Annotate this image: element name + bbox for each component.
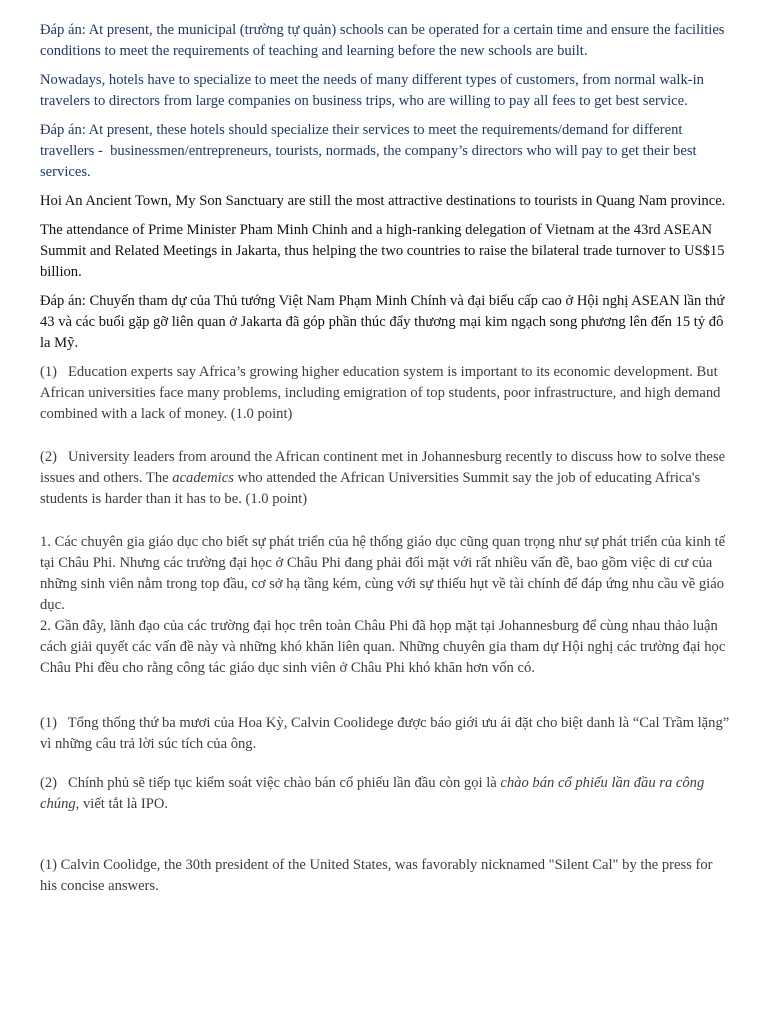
translation-paragraph-2: 2. Gần đây, lãnh đạo của các trường đại học trên toàn Châu Phi đã họp mặt tại Johannesburg để cùng nhau thảo luận cách giải quyết các vấn đề này và những khó khăn liên quan. Những chuyên gia tham dự Hội nghị các trường đại học Châu Phi đều cho rằng công tác giáo dục sinh viên ở Châu Phi khó khăn hơn vốn có. [40, 618, 729, 676]
paragraph-hotels-specialize: Nowadays, hotels have to specialize to meet the needs of many different types of customers, from normal walk-in travelers to directors from large companies on business trips, who are willing to pay all fees to get best service. [40, 72, 708, 109]
translation-paragraph-1: 1. Các chuyên gia giáo dục cho biết sự phát triển của hệ thống giáo dục cũng quan trọng như sự phát triển của kinh tế tại Châu Phi. Nhưng các trường đại học ở Châu Phi đang phải đối mặt với rất nhiều vấn đề, bao gồm việc di cư của những sinh viên nằm trong top đầu, cơ sở hạ tầng kém, cùng với sự thiếu hụt về tài chính để đáp ứng nhu cầu về giáo dục. [40, 534, 729, 613]
paragraph-africa-education-2-post: who attended the African Universities Summit say the job of educating Africa's students is harder than it has to be. (1.0 point) [40, 470, 704, 507]
paragraph-ipo-vietnamese [40, 773, 730, 815]
paragraph-coolidge-vietnamese: (1) Tổng thống thứ ba mươi của Hoa Kỳ, Calvin Coolidege được báo giới ưu ái đặt cho biệt danh là “Cal Trầm lặng” vì những câu trả lời súc tích của ông. [40, 715, 733, 752]
paragraph-asean-summit: The attendance of Prime Minister Pham Minh Chinh and a high-ranking delegation of Vietnam at the 43rd ASEAN Summit and Related Meetings in Jakarta, thus helping the two countries to raise the bilateral trade turnover to US$15 billion. [40, 222, 729, 280]
ipo-emphasis: chào bán cổ phiếu lần đầu ra công chúng [40, 775, 708, 812]
answer-paragraph-municipal-schools: Đáp án: At present, the municipal (trường tự quản) schools can be operated for a certain time and ensure the facilities conditions to meet the requirements of teaching and learning before the new schools are built. [40, 22, 729, 59]
paragraph-hoi-an: Hoi An Ancient Town, My Son Sanctuary are still the most attractive destinations to tourists in Quang Nam province. [40, 193, 726, 209]
answer-paragraph-asean-vietnamese: Đáp án: Chuyến tham dự của Thủ tướng Việt Nam Phạm Minh Chính và đại biểu cấp cao ở Hội nghị ASEAN lần thứ 43 và các buổi gặp gỡ liên quan ở Jakarta đã góp phần thúc đẩy thương mại kim ngạch song phương lên đến 15 tỷ đô la Mỹ. [40, 293, 728, 351]
paragraph-africa-education-2-pre: (2) University leaders from around the African continent met in Johannesburg recently to discuss how to solve these issues and others. The [40, 449, 729, 486]
paragraph-africa-education-1: (1) Education experts say Africa’s growing higher education system is important to its economic development. But African universities face many problems, including emigration of top students, poor infrastructure, and high demand combined with a lack of money. (1.0 point) [40, 364, 725, 422]
paragraph-ipo-pre: (2) Chính phủ sẽ tiếp tục kiểm soát việc chào bán cổ phiếu lần đầu còn gọi là [40, 775, 501, 791]
answer-paragraph-hotels: Đáp án: At present, these hotels should specialize their services to meet the requirements/demand for different travellers - businessmen/entrepreneurs, tourists, normads, the company’s directors who will pay to get their best services. [40, 122, 701, 180]
paragraph-ipo-post: , viết tắt là IPO. [75, 796, 169, 812]
paragraph-africa-education-2 [40, 447, 730, 510]
document-page [40, 20, 733, 897]
academics-emphasis: academics [172, 470, 234, 486]
paragraph-coolidge-english: (1) Calvin Coolidge, the 30th president of the United States, was favorably nicknamed "Silent Cal" by the press for his concise answers. [40, 857, 717, 894]
